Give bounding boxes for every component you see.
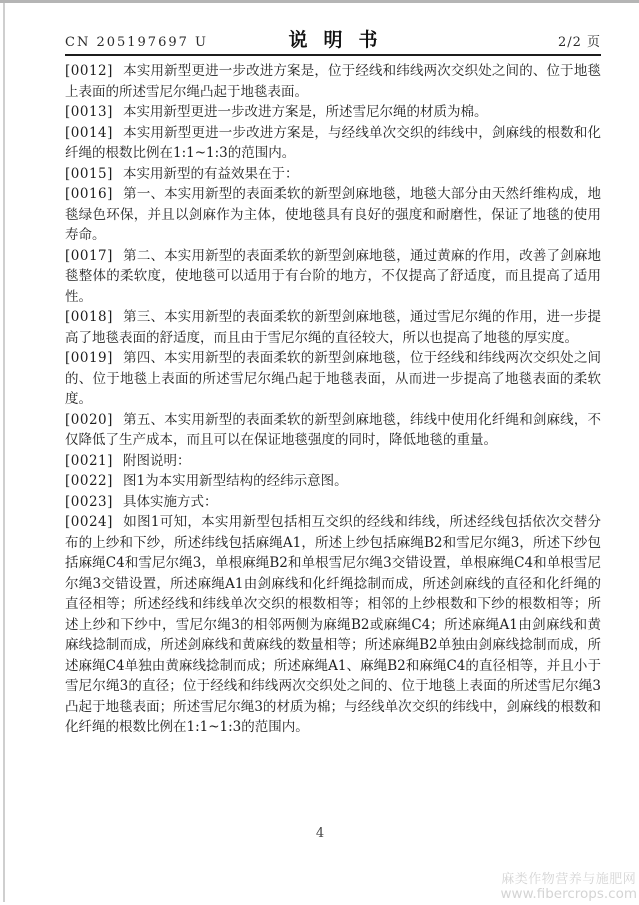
paragraph-0022 (65, 471, 601, 492)
paragraph-text: 具体实施方式： (123, 493, 218, 510)
specification-body (65, 61, 601, 738)
paragraph-text: 附图说明： (123, 452, 191, 469)
paragraph-text: 本实用新型更进一步改进方案是，所述雪尼尔绳的材质为棉。 (123, 104, 488, 120)
document-number: CN 205197697 U (65, 35, 208, 50)
paragraph-number: [0020] (65, 411, 113, 428)
paragraph-text: 图1为本实用新型结构的经纬示意图。 (123, 473, 348, 489)
paragraph-number: [0019] (65, 350, 113, 366)
watermark-url: www.fibercrops.com (500, 886, 637, 902)
page-title: 说明书 (288, 29, 394, 51)
watermark (501, 873, 637, 901)
paragraph-0015 (65, 164, 601, 185)
paragraph-text: 第一、本实用新型的表面柔软的新型剑麻地毯，地毯大部分由天然纤维构成，地毯绿色环保，并且以剑麻作为主体，使地毯具有良好的强度和耐磨性，保证了地毯的使用寿命。 (65, 186, 601, 243)
patent-specification-page (65, 31, 601, 738)
paragraph-0021 (65, 451, 601, 472)
scan-edge-top (0, 0, 639, 3)
paragraph-number: [0015] (65, 165, 113, 182)
paragraph-number: [0024] (65, 514, 113, 530)
paragraph-text: 第三、本实用新型的表面柔软的新型剑麻地毯，通过雪尼尔绳的作用，进一步提高了地毯表面的舒适度，而且由于雪尼尔绳的直径较大，所以也提高了地毯的厚实度。 (65, 309, 601, 346)
paragraph-text: 第四、本实用新型的表面柔软的新型剑麻地毯，位于经线和纬线两次交织处之间的、位于地毯上表面的所述雪尼尔绳凸起于地毯表面，从而进一步提高了地毯表面的柔软度。 (65, 350, 601, 407)
paragraph-0016 (65, 184, 601, 246)
paragraph-number: [0014] (65, 124, 113, 141)
page-header (65, 31, 601, 56)
paragraph-number: [0013] (65, 104, 113, 120)
paragraph-0014 (65, 123, 601, 164)
paragraph-0024 (65, 512, 601, 738)
page-indicator: 2/2 页 (557, 35, 601, 50)
paragraph-0020 (65, 410, 601, 451)
paragraph-number: [0021] (65, 452, 113, 469)
paragraph-0018 (65, 307, 601, 348)
paragraph-0023 (65, 492, 601, 513)
paragraph-text: 第二、本实用新型的表面柔软的新型剑麻地毯，通过黄麻的作用，改善了剑麻地毯整体的柔软度，使地毯可以适用于有台阶的地方，不仅提高了舒适度，而且提高了适用性。 (65, 247, 601, 305)
paragraph-0017 (65, 246, 601, 308)
paragraph-number: [0023] (65, 493, 113, 510)
paragraph-text: 本实用新型更进一步改进方案是，与经线单次交织的纬线中，剑麻线的根数和化纤绳的根数比例在1:1~1:3的范围内。 (65, 124, 601, 161)
paragraph-number: [0016] (65, 186, 113, 202)
paragraph-number: [0018] (65, 309, 113, 325)
paragraph-number: [0017] (65, 247, 113, 264)
scan-edge-left (3, 3, 5, 902)
page-number: 4 (315, 826, 325, 841)
paragraph-0019 (65, 348, 601, 410)
paragraph-number: [0012] (65, 63, 113, 79)
paragraph-0012 (65, 61, 601, 102)
paragraph-number: [0022] (65, 473, 113, 489)
paragraph-0013 (65, 102, 601, 123)
watermark-site-name: 麻类作物营养与施肥网 (501, 872, 637, 887)
paragraph-text: 第五、本实用新型的表面柔软的新型剑麻地毯，纬线中使用化纤绳和剑麻线，不仅降低了生产成本，而且可以在保证地毯强度的同时，降低地毯的重量。 (65, 411, 601, 448)
paragraph-text: 本实用新型更进一步改进方案是，位于经线和纬线两次交织处之间的、位于地毯上表面的所述雪尼尔绳凸起于地毯表面。 (65, 63, 601, 100)
paragraph-text: 本实用新型的有益效果在于： (123, 165, 299, 182)
paragraph-text: 如图1可知，本实用新型包括相互交织的经线和纬线，所述经线包括依次交替分布的上纱和下纱，所述纬线包括麻绳A1，所述上纱包括麻绳B2和雪尼尔绳3，所述下纱包括麻绳C4和雪尼尔绳3，单根麻绳B2和单根雪尼尔绳3交错设置，单根麻绳C4和单根雪尼尔绳3交错设置，所述麻绳A1由剑麻线和化纤绳捻制而成，所述剑麻线的直径和化纤绳的直径相等；所述经线和纬线单次交织的根数相等；相邻的上纱根数和下纱的根数相等；所述上纱和下纱中，雪尼尔绳3的相邻两侧为麻绳B2或麻绳C4；所述麻绳A1由剑麻线和黄麻线捻制而成，所述剑麻线和黄麻线的数量相等；所述麻绳B2单独由剑麻线捻制而成，所述麻绳C4单独由黄麻线捻制而成；所述麻绳A1、麻绳B2和麻绳C4的直径相等，并且小于雪尼尔绳3的直径；位于经线和纬线两次交织处之间的、位于地毯上表面的所述雪尼尔绳3凸起于地毯表面；所述雪尼尔绳3的材质为棉；与经线单次交织的纬线中，剑麻线的根数和化纤绳的根数比例在1:1~1:3的范围内。 (65, 514, 601, 735)
